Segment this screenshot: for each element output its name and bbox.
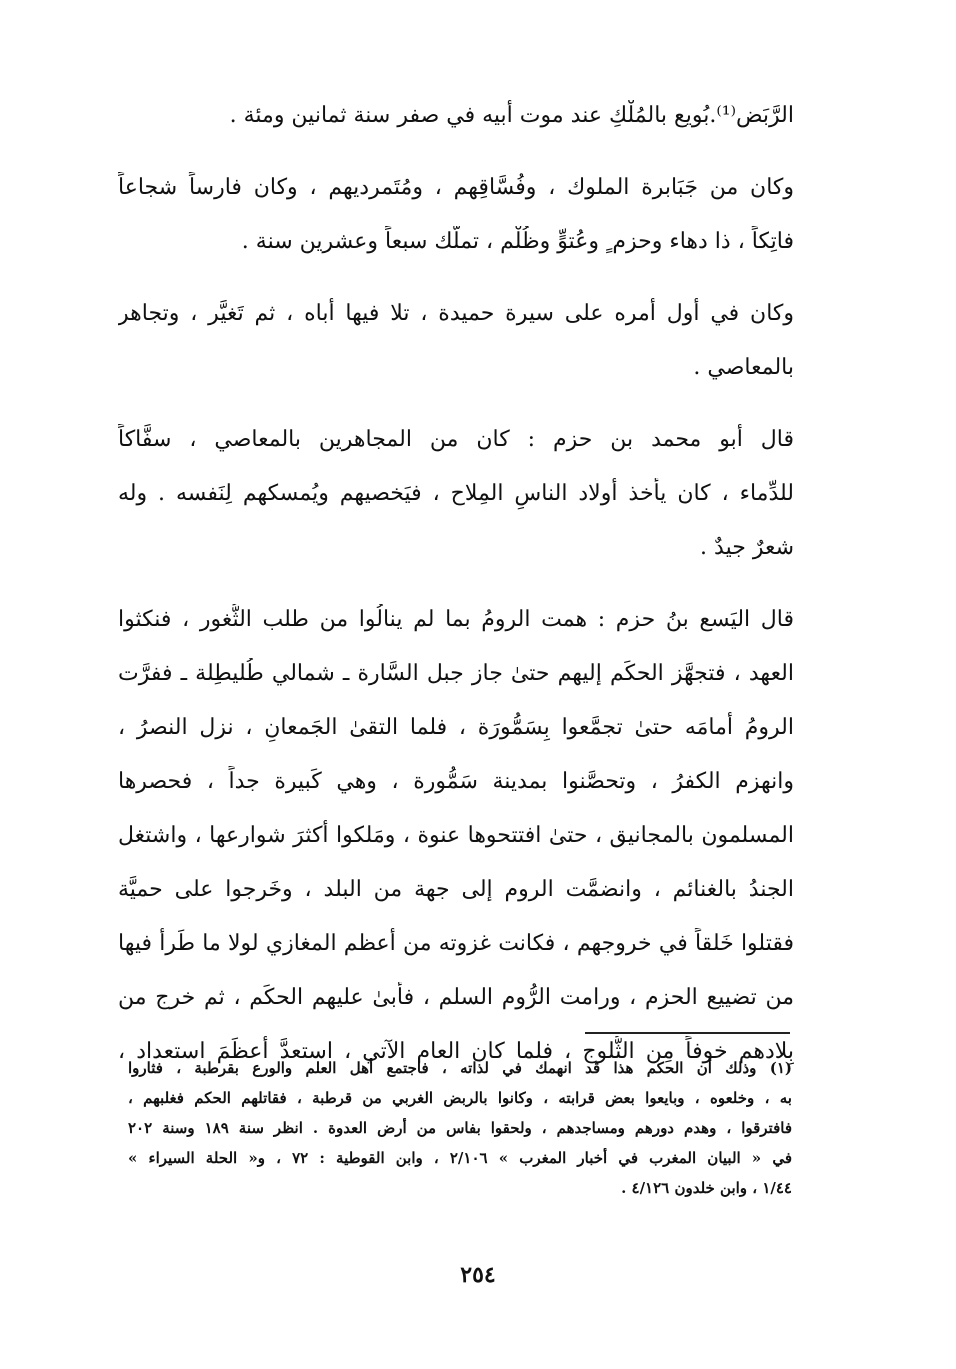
text-line: المسلمون بالمجانيق ، حتىٰ افتتحوها عنوة ، ومَلكوا أكثرَ شوارعها ، واشتغل xyxy=(118,823,794,848)
text-line: وكان في أول أمره على سيرة حميدة ، تلا فيها أباه ، ثم تَغيَّر ، وتجاهر xyxy=(118,301,794,326)
footnote-line: به ، وخلعوه ، وبايعوا بعض قرابته ، وكانوا بالربض الغربي من قرطبة ، فقاتلهم الحكم فغلبهم ، xyxy=(128,1089,792,1107)
text-line: للدِّماء ، كان يأخذ أولاد الناسِ المِلاح ، فيَخصيهم ويُمسكهم لِنَفسه . وله xyxy=(118,481,794,506)
text-line: من تضييع الحزم ، ورامت الرُّوم السلم ، فأبىٰ عليهم الحكَم ، ثم خرج من xyxy=(118,985,794,1010)
text-line: وكان من جَبَابرة الملوك ، وفُسَّاقِهم ، ومُتَمرديهم ، وكان فارساً شجاعاً xyxy=(118,175,794,200)
main-text xyxy=(118,100,794,1090)
footnote-line: ١/٤٤ ، وابن خلدون ٤/١٢٦ . xyxy=(621,1179,792,1197)
text-line: بِلادهم خوفاً مِن الثُّلوج ، فلما كان العام الآتي ، استعدَّ أعظَمَ استعداد ، xyxy=(118,1039,794,1064)
page-number: ٢٥٤ xyxy=(460,1262,496,1288)
paragraph-gap xyxy=(118,406,794,424)
paragraph-gap xyxy=(118,586,794,604)
text-line: شعرٌ جيدٌ . xyxy=(700,535,794,560)
paragraph-gap xyxy=(118,154,794,172)
text-line: وانهزم الكفرُ ، وتحصَّنوا بمدينة سَمُّورة ، وهي كَبيرة جداً ، فحصرها xyxy=(118,769,794,794)
text-line: قال أبو محمد بن حزم : كان من المجاهرين بالمعاصي ، سفَّاكاً xyxy=(118,427,794,452)
text-line: بالمعاصي . xyxy=(693,355,794,380)
paragraph-gap xyxy=(118,280,794,298)
text-line: الجندُ بالغنائم ، وانضمَّت الروم إلى جهة من البلد ، وخَرجوا على حميَّة xyxy=(118,877,794,902)
footnote-line: فافترقوا ، وهدم دورهم ومساجدهم ، ولحقوا بفاس من أرض العدوة . انظر سنة ١٨٩ وسنة ٢٠٢ xyxy=(128,1119,792,1137)
footnote-divider xyxy=(585,1032,790,1034)
text-line: قال اليَسع بنُ حزم : همت الرومُ بما لم ينالُوا من طلب الثُّغور ، فنكثوا xyxy=(118,607,794,632)
footnote-line: في « البيان المغرب في أخبار المغرب » ٢/١٠٦ ، وابن القوطية : ٧٢ ، و« الحلة السيراء » xyxy=(128,1149,792,1167)
text-line: الرَّبَض⁽¹⁾.بُويع بالمُلْكِ عند موت أبيه في صفر سنة ثمانين ومئة . xyxy=(229,103,794,128)
text-line: فاتِكاً ، ذا دهاء وحزم ٍ وعُتوٍّ وظُلْم ، تملَّك سبعاً وعشرين سنة . xyxy=(241,229,794,254)
text-line: فقتلوا خَلقاً في خروجهم ، فكانت غزوته من أعظم المغازي لولا ما طَرأ فيها xyxy=(118,931,794,956)
text-line: العهد ، فتجهَّز الحكَم إليهم حتىٰ جاز جبل السَّارة ـ شمالي طُليطِلة ـ ففرَّت xyxy=(118,661,794,686)
footnote-line: (١) وذلك أن الحكم هذا قد انهمك في لذاته ، فاجتمع أهل العلم والورع بقرطبة ، فثاروا xyxy=(128,1059,792,1077)
text-line: الرومُ أمامَه حتىٰ تجمَّعوا بِسَمُّورَة ، فلما التقىٰ الجَمعانِ ، نزل النصرُ ، xyxy=(118,715,794,740)
footnotes xyxy=(128,1058,792,1208)
